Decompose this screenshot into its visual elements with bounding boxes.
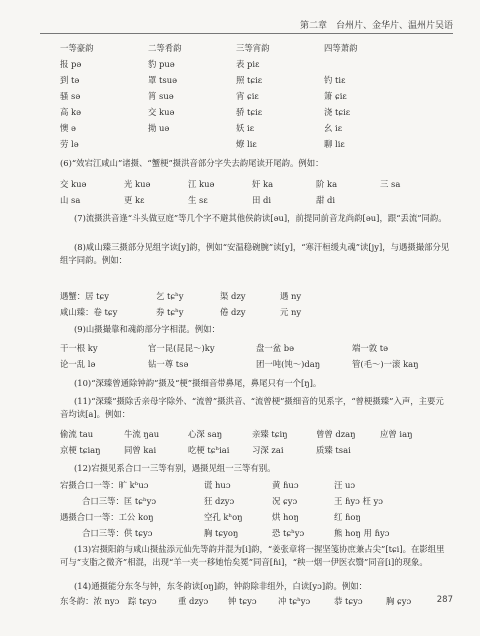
table-cell: 光 kuə <box>124 179 151 189</box>
running-header: 第二章 台州片、金华片、温州片吴语 <box>299 21 453 31</box>
table-row <box>60 511 452 527</box>
paragraph-10: (10)“深臻曾通除钟韵”摄及“梗”摄细音带鼻尾，鼻尾只有一个[ŋ]。 <box>74 378 322 388</box>
table-row <box>60 194 452 210</box>
table-cell: 踪 tɕyɔ <box>128 596 157 606</box>
table-cell: 田 di <box>252 195 272 205</box>
table-cell: 汪 uɔ <box>334 480 356 490</box>
table-cell: 阶 ka <box>316 179 338 189</box>
table-cell: 奸 ka <box>252 179 274 189</box>
table-cell: 谎 huɔ <box>204 480 231 490</box>
table-cell: 劳 lə <box>60 139 79 149</box>
table-cell: 况 ɕyɔ <box>272 496 298 506</box>
table-row <box>60 428 452 444</box>
paragraph-13: (13)宕摄阳韵与咸山摄盐添元仙先等韵并混为[i]韵，“姜张章将一握坚笺协庶兼占尖”[tɕi]。在影组里可与“支脂之微齐”相混，出现“羊一夹一移她怡矣冕”同音[ɦi]，“秧一烟一伊医衣翳”同音[i]的现象。 <box>60 544 445 567</box>
paragraph-12: (12)宕摄见系合口一三等有别，遇摄见组一三等有别。 <box>74 463 276 473</box>
table-row <box>60 306 452 322</box>
table-cell: 论一乱 lə <box>60 359 96 369</box>
table-cell: 烘 hoŋ <box>272 512 299 522</box>
table-cell: 山 sa <box>60 195 81 205</box>
table-cell: 咸山臻：卷 tɕy <box>60 307 118 317</box>
table-cell: 遇摄合口一等：工公 koŋ <box>60 512 154 522</box>
table-cell: 骚 sə <box>60 91 81 101</box>
table-row <box>60 444 452 460</box>
table-cell: 空孔 kʰoŋ <box>204 512 243 522</box>
table-row <box>60 106 452 122</box>
table-cell: 王 ɦyɔ 枉 yɔ <box>334 496 383 506</box>
table-cell: 江 kuə <box>188 179 215 189</box>
table-cell: 生 sɛ <box>188 195 208 205</box>
table-cell: 妖 iɛ <box>236 123 255 133</box>
table-row <box>60 495 452 511</box>
table-cell: 恭 tɕyɔ <box>334 596 363 606</box>
table-cell: 钓 tiɛ <box>324 75 346 85</box>
table-cell: 盘一盆 bə <box>256 343 295 353</box>
table-cell: 宵 ɕiɛ <box>236 91 259 101</box>
table-cell: 三等宵韵 <box>236 43 270 53</box>
table-row <box>60 342 452 358</box>
table-row <box>60 178 452 194</box>
table-cell: 渠 dzy <box>220 291 246 301</box>
table-cell: 表 piɛ <box>236 59 260 69</box>
table-cell: 报 pə <box>60 59 82 69</box>
table-row <box>60 42 452 58</box>
table-row <box>60 479 452 495</box>
table-cell: 心深 saŋ <box>188 429 223 439</box>
table-cell: 甜 di <box>316 195 336 205</box>
table-row <box>60 527 452 543</box>
table-cell: 聊 liɛ <box>324 139 345 149</box>
table-cell: 浇 tɕiɛ <box>324 107 351 117</box>
table-cell: 胸 tɕyoŋ <box>204 528 239 538</box>
table-cell: 吃梗 tɕʰiai <box>188 445 230 455</box>
table-cell: 交 kuə <box>60 179 87 189</box>
table-cell: 幺 iɛ <box>324 123 343 133</box>
table-cell: 照 tɕiɛ <box>236 75 263 85</box>
table-cell: 同曾 kai <box>124 445 157 455</box>
paragraph-7: (7)流摄洪音逢“斗头做豆庭”等几个字不避其他侯韵读[əu]，前提同前音龙尚韵[əu]，跟“丢流”同韵。 <box>74 213 447 223</box>
paragraph-11: (11)“深臻”摄除舌亲母字除外、“流曾”摄洪音、“流曾梗”摄细音的见系字，“曾梗摄臻”入声，主要元音均读[a]。例如： <box>60 396 444 419</box>
table-cell: 二等肴韵 <box>148 43 182 53</box>
table-row <box>60 138 452 154</box>
header-rule <box>40 33 453 34</box>
table-row <box>60 90 452 106</box>
table-cell: 一等豪韵 <box>60 43 94 53</box>
paragraph-8: (8)咸山臻三摄部分见组字读[y]韵，例如“安温稳碗腕”读[y]，“寒汗桓缓丸魂”读[jy]，与遇摄撮部分见组字同韵。例如： <box>60 242 450 265</box>
table-cell: 倦 dzy <box>220 307 246 317</box>
table-cell: 胸 ɕyɔ <box>386 596 412 606</box>
table-cell: 习深 zai <box>252 445 284 455</box>
table-cell: 骄 tɕiɛ <box>236 107 263 117</box>
table-cell: 东冬韵：浓 nyɔ <box>60 596 120 606</box>
table-cell: 乞 tɕʰy <box>156 291 184 301</box>
table-cell: 钻一尊 tsə <box>148 359 189 369</box>
page-number: 287 <box>436 595 453 605</box>
table-row <box>60 595 412 611</box>
table-cell: 冲 tɕʰyɔ <box>278 596 311 606</box>
table-row <box>60 290 452 306</box>
table-cell: 四等萧韵 <box>324 43 358 53</box>
table-row <box>60 74 452 90</box>
table-cell: 罩 tsuə <box>148 75 178 85</box>
table-cell: 券 tɕʰy <box>156 307 184 317</box>
table-cell: 豹 puə <box>148 59 175 69</box>
table-row <box>60 122 452 138</box>
table-cell: 端一敦 tə <box>352 343 389 353</box>
paragraph-14: (14)通摄能分东冬与钟，东冬韵读[oŋ]韵，钟韵除非组外，白读[yɔ]韵。例如： <box>74 581 367 591</box>
table-cell: 偷流 tau <box>60 429 94 439</box>
table-cell: 钟 tɕyɔ <box>228 596 257 606</box>
table-cell: 熊 hoŋ 用 ɦyɔ <box>334 528 390 538</box>
table-row <box>60 358 452 374</box>
table-cell: 元 ny <box>280 307 302 317</box>
table-cell: 高 kə <box>60 107 82 117</box>
table-cell: 到 tə <box>60 75 80 85</box>
table-cell: 管(毛～)一滚 kaŋ <box>352 359 419 369</box>
table-cell: 懊 ə <box>60 123 76 133</box>
table-cell: 京梗 tɕiaŋ <box>60 445 101 455</box>
table-cell: 狂 dzyɔ <box>204 496 235 506</box>
table-cell: 合口三等：匡 tɕʰyɔ <box>82 496 157 506</box>
table-cell: 官一昆(昆昆～)ky <box>148 343 215 353</box>
table-cell: 合口三等：供 tɕyɔ <box>82 528 153 538</box>
table-cell: 恐 tɕʰyɔ <box>272 528 305 538</box>
table-cell: 干一根 ky <box>60 343 98 353</box>
table-cell: 箫 ɕiɛ <box>324 91 347 101</box>
table-cell: 牛流 ŋau <box>124 429 160 439</box>
table-cell: 拗 uə <box>148 123 170 133</box>
table-cell: 红 ɦoŋ <box>334 512 361 522</box>
table-cell: 团一吨(饨～)daŋ <box>256 359 321 369</box>
table-cell: 交 kuə <box>148 107 175 117</box>
table-cell: 更 kɛ <box>124 195 145 205</box>
table-row <box>60 58 452 74</box>
table-cell: 亲臻 tɕiŋ <box>252 429 288 439</box>
table-cell: 应曾 iaŋ <box>380 429 413 439</box>
paragraph-9: (9)山摄撮靠和魂韵部分字相混。例如： <box>74 324 220 334</box>
table-cell: 燎 liɛ <box>236 139 257 149</box>
table-cell: 遇 ny <box>280 291 302 301</box>
table-cell: 重 dzyɔ <box>178 596 209 606</box>
table-cell: 三 sa <box>380 179 401 189</box>
table-cell: 筲 suə <box>148 91 174 101</box>
table-cell: 曾曾 dzaŋ <box>316 429 356 439</box>
table-cell: 黄 ɦuɔ <box>272 480 299 490</box>
table-cell: 遇蟹：居 tɕy <box>60 291 109 301</box>
paragraph-6: (6)“效宕江咸山”诸摄、“蟹梗”摄洪音部分字失去韵尾读开尾韵。例如： <box>60 158 324 168</box>
table-cell: 宕摄合口一等：旷 kʰuɔ <box>60 480 149 490</box>
table-cell: 质臻 tsai <box>316 445 351 455</box>
